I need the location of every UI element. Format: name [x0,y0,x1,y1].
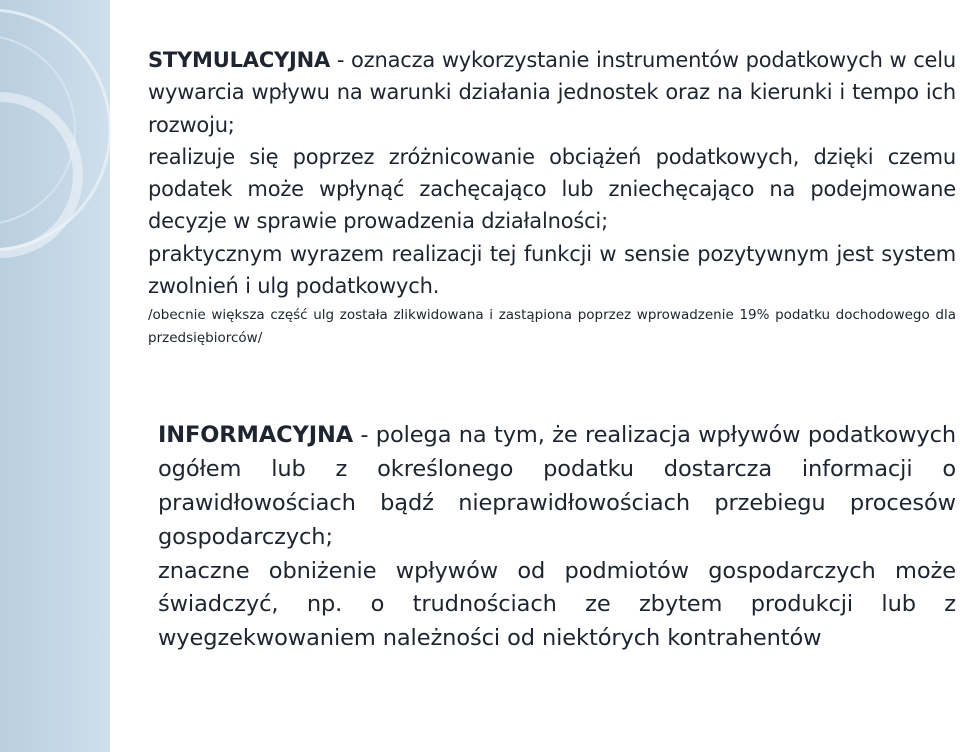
informacyjna-def-text: - polega na tym, że realizacja wpływów podatkowych ogółem lub z określonego podatku dostarcza informacji o prawidłowościach bądź nieprawidłowościach przebiegu procesów gospodarczych; [158,422,956,550]
informacyjna-definition [158,419,956,554]
stymulacyjna-definition [148,44,956,141]
informacyjna-paragraph-2: znaczne obniżenie wpływów od podmiotów gospodarczych może świadczyć, np. o trudnościach ze zbytem produkcji lub z wyegzekwowaniem należności od niektórych kontrahentów [158,557,956,652]
term-informacyjna: INFORMACYJNA [158,422,354,449]
informacyjna-section [158,419,956,656]
decorative-sidebar [0,0,110,752]
term-stymulacyjna: STYMULACYJNA [148,48,331,72]
stymulacyjna-section [148,44,956,350]
stymulacyjna-note: /obecnie większa część ulg została zlikwidowana i zastąpiona poprzez wprowadzenie 19% podatku dochodowego dla przedsiębiorców/ [148,307,956,347]
slide-content [148,44,956,656]
stymulacyjna-paragraph-2: realizuje się poprzez zróżnicowanie obciążeń podatkowych, dzięki czemu podatek może wpłynąć zachęcająco lub zniechęcająco na podejmowane decyzje w sprawie prowadzenia działalności; [148,144,956,234]
decorative-circles [0,0,110,752]
stymulacyjna-paragraph-3: praktycznym wyrazem realizacji tej funkcji w sensie pozytywnym jest system zwolnień i ulg podatkowych. [148,241,956,299]
stymulacyjna-def-text: - oznacza wykorzystanie instrumentów podatkowych w celu wywarcia wpływu na warunki działania jednostek oraz na kierunki i tempo ich rozwoju; [148,48,956,137]
